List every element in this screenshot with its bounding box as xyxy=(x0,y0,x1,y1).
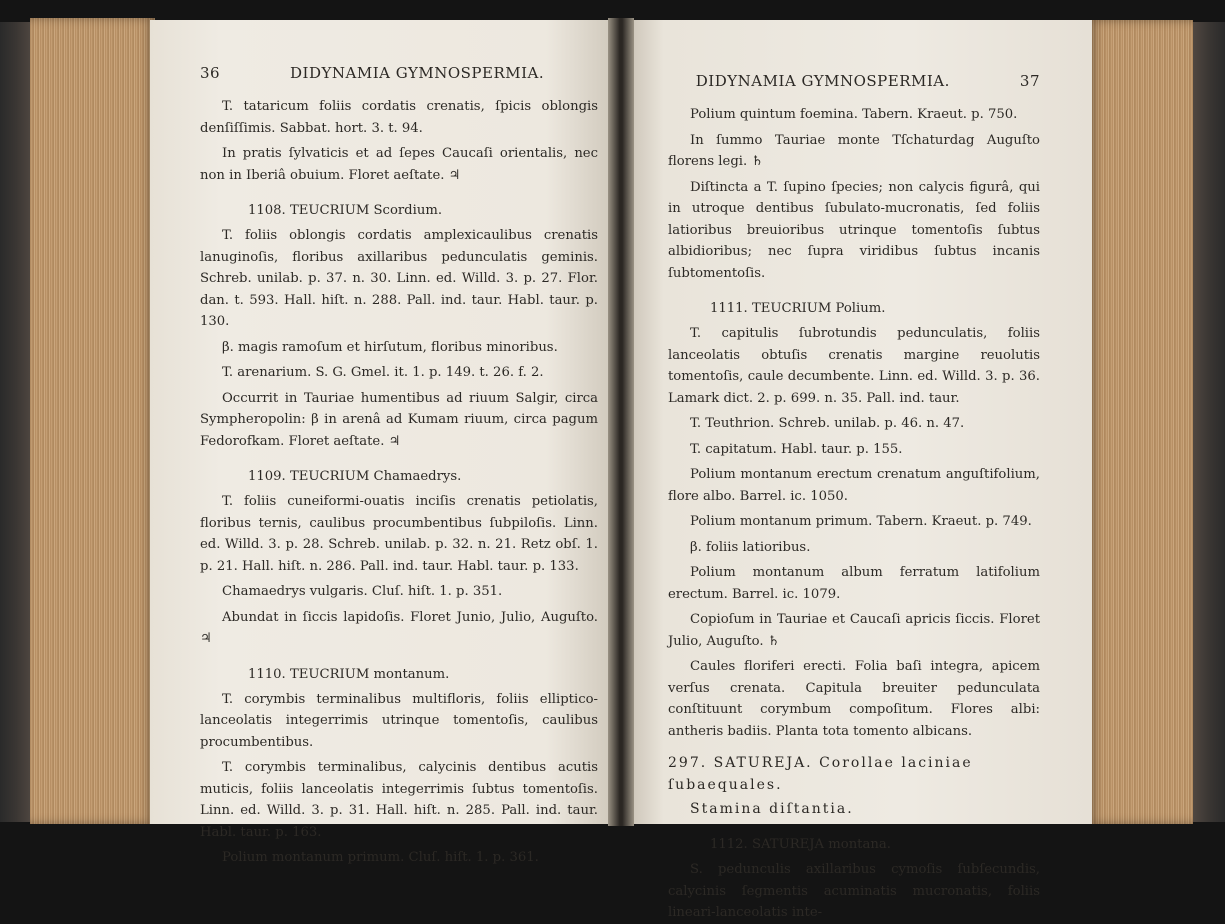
text-paragraph: T. capitatum. Habl. taur. p. 155. xyxy=(690,441,903,457)
text-paragraph: S. pedunculis axillaribus cymoſis ſubſecundis, calycinis ſegmentis acuminatis mucronatis, foliis lineari-lanceolatis inte- xyxy=(668,862,1040,920)
text-paragraph: Diſtincta a T. ſupino ſpecies; non calycis figurâ, qui in utroque dentibus ſubulato-mucronatis, ſed foliis latioribus breuioribus utrinque tomentoſis ſubtus albidioribus; nec ſupra viridibus ſubtus incanis ſubtomentoſis. xyxy=(668,179,1040,281)
species-heading: 1110. TEUCRIUM montanum. xyxy=(248,666,450,682)
page-edges-left xyxy=(30,18,155,824)
species-heading: 1109. TEUCRIUM Chamaedrys. xyxy=(248,469,462,484)
text-paragraph: T. capitulis ſubrotundis pedunculatis, foliis lanceolatis obtuſis crenatis margine reuolutis tomentoſis, caule decumbente. Linn. ed. Willd. 3. p. 36. Lamark dict. 2. p. 699. n. 35. Pall. ind. taur. xyxy=(668,326,1040,406)
text-paragraph: Copioſum in Tauriae et Caucaſi apricis ſiccis. Floret Julio, Auguſto. ♄ xyxy=(668,612,1040,649)
species-heading: 1112. SATUREJA montana. xyxy=(710,837,891,852)
page-edges-right xyxy=(1088,20,1193,824)
text-paragraph: T. foliis oblongis cordatis amplexicaulibus crenatis lanuginoſis, floribus axillaribus pedunculatis geminis. Schreb. unilab. p. 37. n. 30. Linn. ed. Willd. 3. p. 27. Flor. dan. t. 593. Hall. hiſt. n. 288. Pall. ind. taur. Habl. taur. p. 130. xyxy=(200,228,598,329)
species-heading: 1108. TEUCRIUM Scordium. xyxy=(248,203,443,218)
left-page xyxy=(150,20,616,865)
text-paragraph: T. arenarium. S. G. Gmel. it. 1. p. 149. t. 26. f. 2. xyxy=(222,365,544,380)
genus-heading: 297. SATUREJA. Corollae laciniae ſubaequales. xyxy=(668,755,973,793)
right-page-body xyxy=(668,104,1040,924)
text-paragraph: Occurrit in Tauriae humentibus ad riuum Salgir, circa Sympheropolin: β in arenâ ad Kumam riuum, circa pagum Fedorofkam. Floret aeſtate. ♃ xyxy=(200,390,598,449)
right-page xyxy=(626,20,1092,920)
text-paragraph: Caules floriferi erecti. Folia baſi integra, apicem verſus crenata. Capitula breuiter pedunculata conſtituunt corymbum compoſitum. Flores albi: antheris badiis. Planta tota tomento albicans. xyxy=(668,659,1040,739)
text-paragraph: Polium montanum album ferratum latifolium erectum. Barrel. ic. 1079. xyxy=(668,565,1040,602)
left-page-header xyxy=(200,64,598,82)
genus-subheading: Stamina diſtantia. xyxy=(690,801,854,817)
text-paragraph: Polium montanum primum. Cluſ. hiſt. 1. p. 361. xyxy=(222,850,539,865)
text-paragraph: Chamaedrys vulgaris. Cluſ. hiſt. 1. p. 351. xyxy=(222,584,503,599)
text-paragraph: In pratis ſylvaticis et ad ſepes Caucaſi orientalis, nec non in Iberiâ obuium. Floret aeſtate. ♃ xyxy=(200,146,598,183)
text-paragraph: T. Teuthrion. Schreb. unilab. p. 46. n. 47. xyxy=(690,416,965,431)
right-page-header xyxy=(668,72,1040,90)
book-gutter xyxy=(608,18,634,826)
left-page-body xyxy=(200,96,598,869)
text-paragraph: T. corymbis terminalibus, calycinis dentibus acutis muticis, foliis lanceolatis integerrimis ſubtus tomentoſis. Linn. ed. Willd. 3. p. 31. Hall. hiſt. n. 285. Pall. ind. taur. Habl. taur. p. 163. xyxy=(200,760,598,840)
text-paragraph: In ſummo Tauriae monte Tſchaturdag Auguſto florens legi. ♄ xyxy=(668,132,1040,169)
text-paragraph: T. corymbis terminalibus multifloris, foliis elliptico-lanceolatis integerrimis utrinque tomentoſis, caulibus procumbentibus. xyxy=(200,691,598,750)
text-paragraph: Polium montanum erectum crenatum anguſtifolium, flore albo. Barrel. ic. 1050. xyxy=(668,467,1040,504)
text-paragraph: β. magis ramoſum et hirſutum, floribus minoribus. xyxy=(222,339,558,355)
text-paragraph: Polium montanum primum. Tabern. Kraeut. p. 749. xyxy=(690,514,1032,529)
running-head: DIDYNAMIA GYMNOSPERMIA. xyxy=(290,64,545,82)
text-paragraph: Polium quintum foemina. Tabern. Kraeut. p. 750. xyxy=(690,107,1018,122)
text-paragraph: β. foliis latioribus. xyxy=(690,539,811,555)
text-paragraph: T. foliis cuneiformi-ouatis inciſis crenatis petiolatis, floribus ternis, caulibus procumbentibus ſubpiloſis. Linn. ed. Willd. 3. p. 28. Schreb. unilab. p. 32. n. 21. Retz obſ. 1. p. 21. Hall. hiſt. n. 286. Pall. ind. taur. Habl. taur. p. 133. xyxy=(200,494,598,574)
text-paragraph: T. tataricum foliis cordatis crenatis, ſpicis oblongis denſiſſimis. Sabbat. hort. 3. t. 94. xyxy=(200,99,598,136)
page-number: 36 xyxy=(200,64,221,82)
running-head: DIDYNAMIA GYMNOSPERMIA. xyxy=(695,72,950,90)
species-heading: 1111. TEUCRIUM Polium. xyxy=(710,301,886,316)
text-paragraph: Abundat in ſiccis lapidoſis. Floret Junio, Julio, Auguſto. ♃ xyxy=(200,609,598,646)
page-number: 37 xyxy=(1019,72,1040,90)
